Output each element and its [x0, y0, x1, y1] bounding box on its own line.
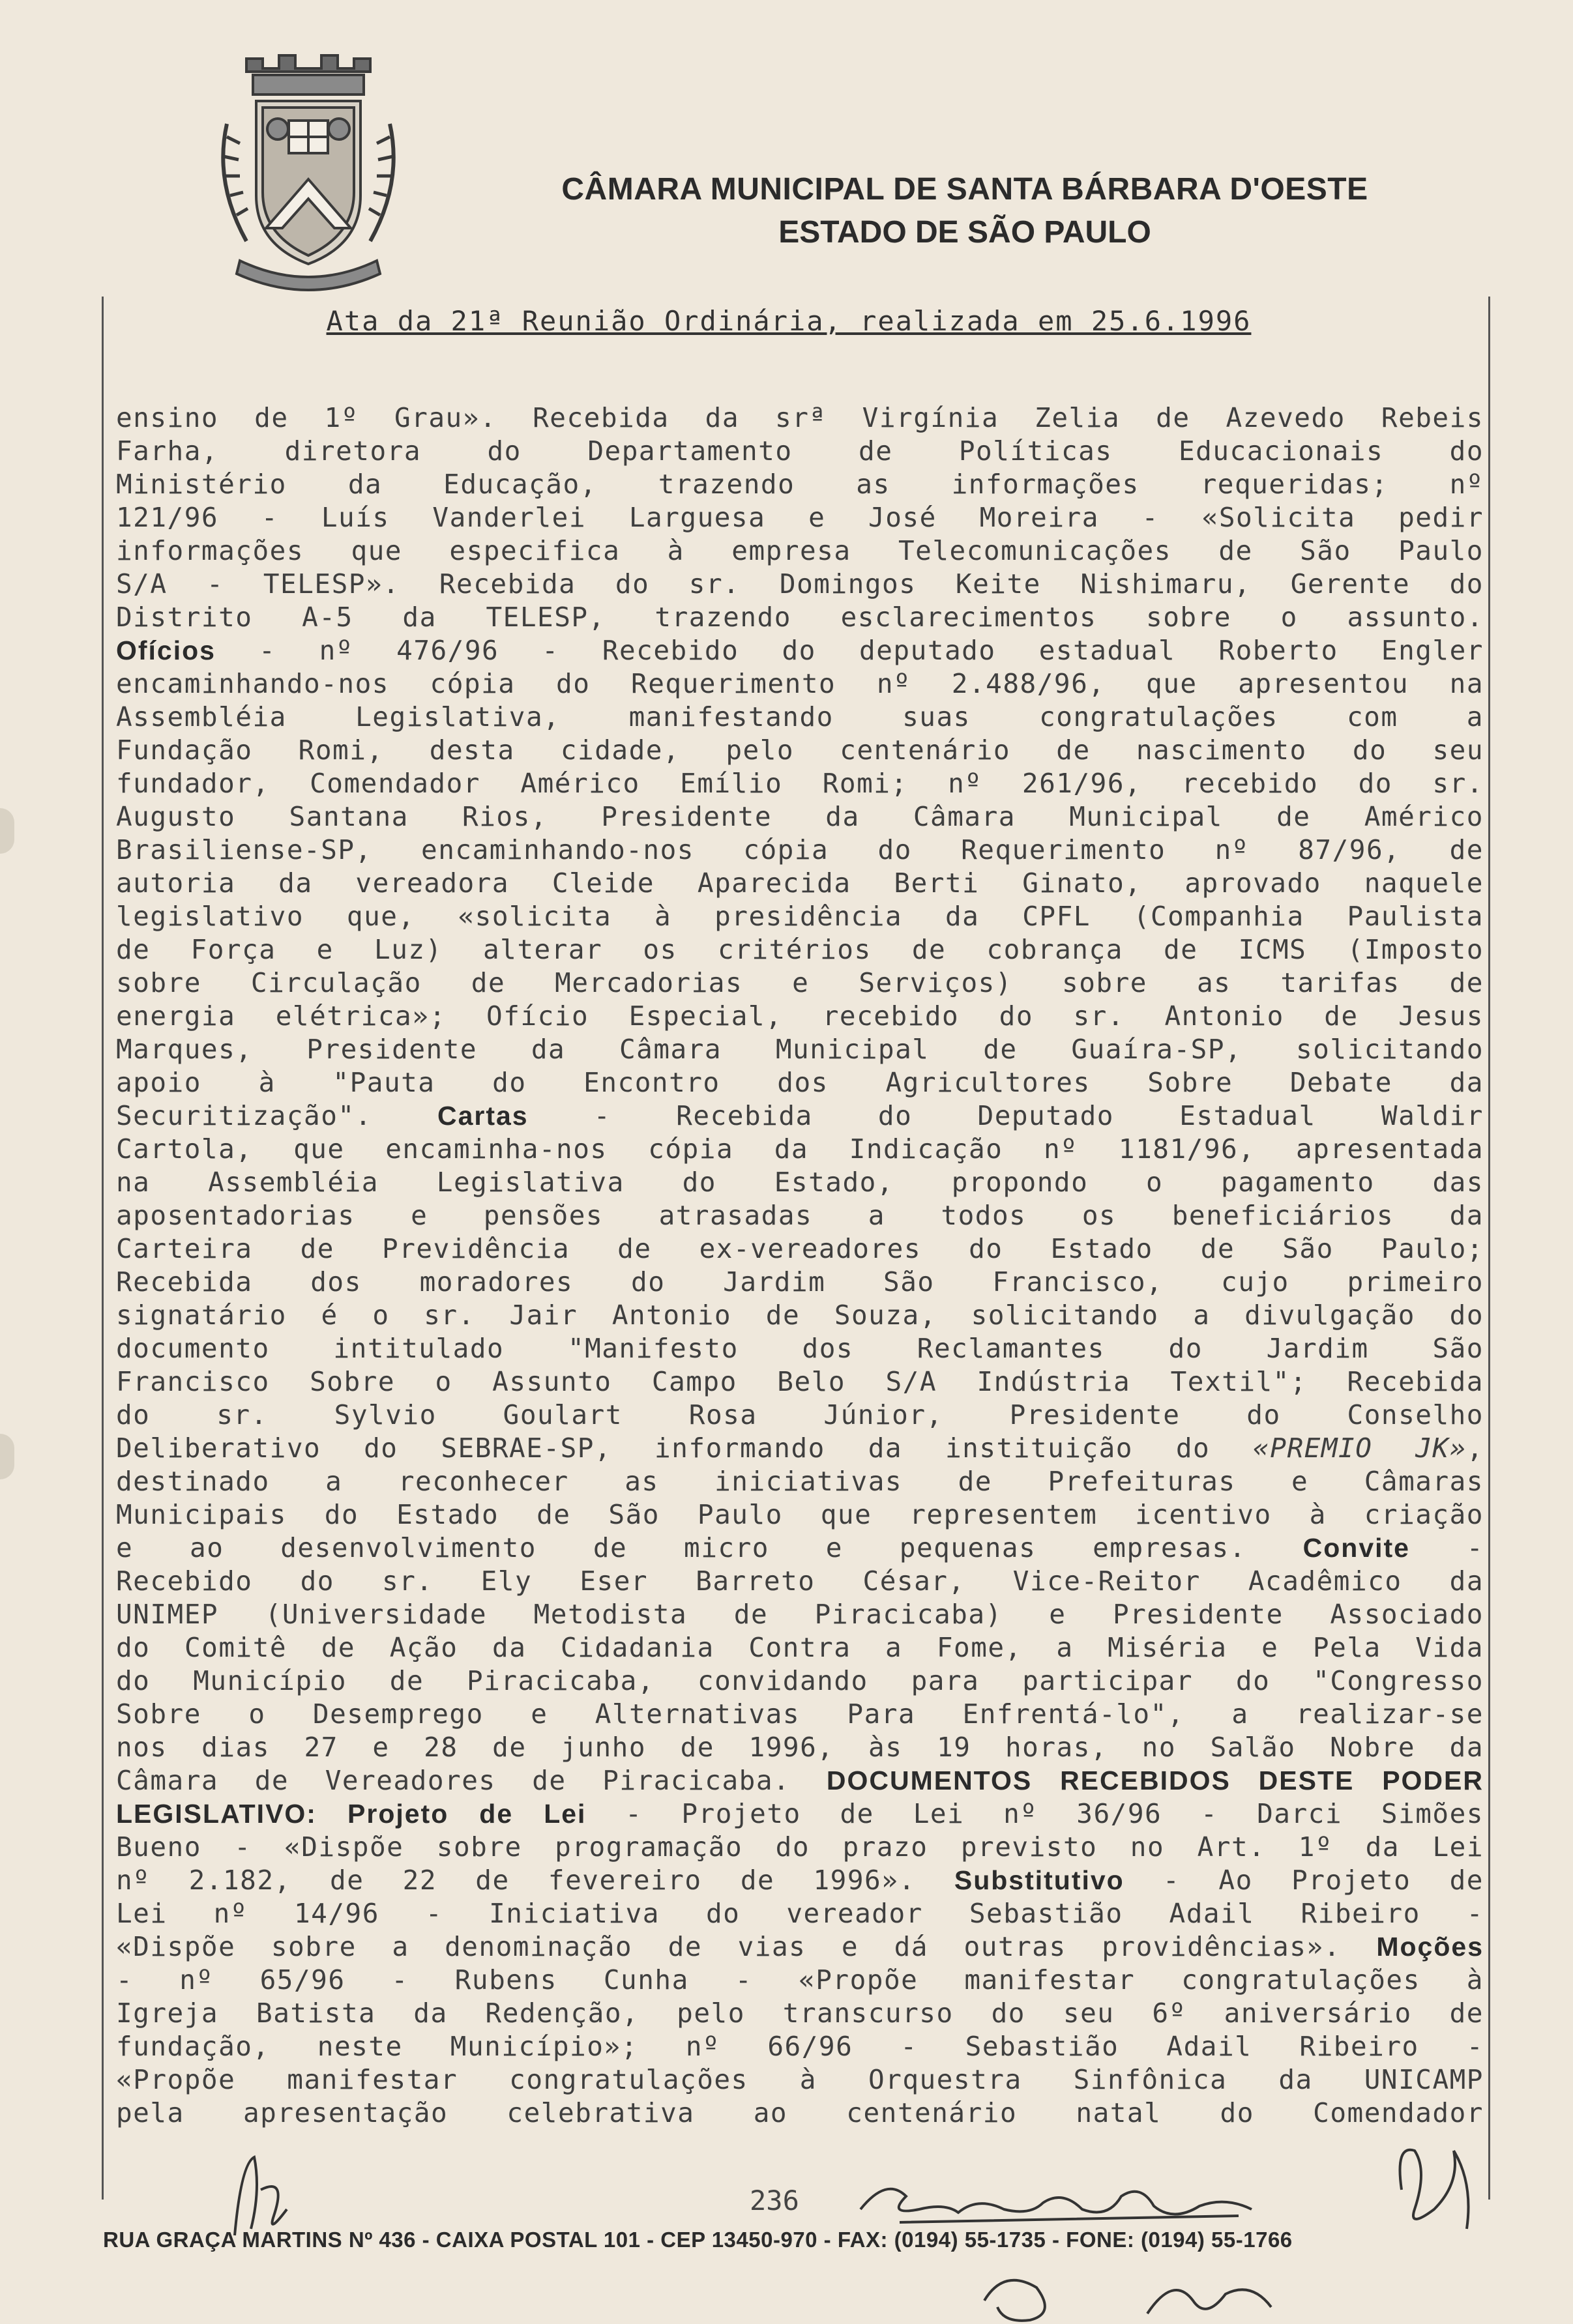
- text-line: [116, 800, 1484, 834]
- text-run: e ao desenvolvimento de micro e pequenas empresas.: [116, 1532, 1303, 1563]
- section-heading: Substitutivo: [954, 1865, 1125, 1895]
- footer-address: RUA GRAÇA MARTINS Nº 436 - CAIXA POSTAL 101 - CEP 13450-970 - FAX: (0194) 55-1735 - FONE: (0194) 55-1766: [103, 2228, 1293, 2252]
- text-run: Securitização".: [116, 1100, 437, 1131]
- section-heading: Ofícios: [116, 635, 216, 665]
- text-line: [116, 734, 1484, 767]
- section-heading: DOCUMENTOS RECEBIDOS DESTE PODER: [826, 1765, 1484, 1795]
- text-line: [116, 1266, 1484, 1299]
- text-run: Sobre o Desemprego e Alternativas Para Enfrentá-lo", a realizar-se: [116, 1698, 1484, 1730]
- text-run: Brasiliense-SP, encaminhando-nos cópia do Requerimento nº 87/96, de: [116, 834, 1484, 865]
- text-line: [116, 1565, 1484, 1598]
- text-line: [116, 534, 1484, 568]
- text-line: [116, 435, 1484, 468]
- text-run: apoio à "Pauta do Encontro dos Agricultores Sobre Debate da: [116, 1067, 1484, 1098]
- punch-hole: [0, 808, 14, 854]
- text-line: [116, 1797, 1484, 1831]
- text-line: [116, 1698, 1484, 1731]
- text-line: [116, 767, 1484, 800]
- text-line: [116, 1930, 1484, 1964]
- text-run: Municipais do Estado de São Paulo que representem icentivo à criação: [116, 1499, 1484, 1530]
- text-run: Ministério da Educação, trazendo as informações requeridas; nº: [116, 469, 1484, 500]
- text-line: [116, 1897, 1484, 1930]
- text-run: S/A - TELESP». Recebida do sr. Domingos Keite Nishimaru, Gerente do: [116, 568, 1484, 600]
- text-run: «Propõe manifestar congratulações à Orquestra Sinfônica da UNICAMP: [116, 2064, 1484, 2095]
- text-run: Deliberativo do SEBRAE-SP, informando da instituição do: [116, 1432, 1254, 1464]
- text-run: Igreja Batista da Redenção, pelo transcurso do seu 6º aniversário de: [116, 1997, 1484, 2029]
- text-line: [116, 1432, 1484, 1465]
- text-run: ,: [1466, 1432, 1484, 1464]
- text-line: [116, 1332, 1484, 1365]
- text-line: [116, 1731, 1484, 1764]
- text-run: - nº 65/96 - Rubens Cunha - «Propõe manifestar congratulações à: [116, 1964, 1484, 1996]
- section-heading: LEGISLATIVO: Projeto de Lei: [116, 1799, 587, 1829]
- text-line: [116, 1997, 1484, 2030]
- text-run: Distrito A-5 da TELESP, trazendo esclarecimentos sobre o assunto.: [116, 602, 1484, 633]
- text-run: Assembléia Legislativa, manifestando suas congratulações com a: [116, 701, 1484, 733]
- text-line: [116, 1764, 1484, 1797]
- text-run: aposentadorias e pensões atrasadas a todos os beneficiários da: [116, 1200, 1484, 1231]
- text-run: do sr. Sylvio Goulart Rosa Júnior, Presidente do Conselho: [116, 1399, 1484, 1431]
- text-run: Marques, Presidente da Câmara Municipal de Guaíra-SP, solicitando: [116, 1034, 1484, 1065]
- text-run: Carteira de Previdência de ex-vereadores do Estado de São Paulo;: [116, 1233, 1484, 1264]
- text-line: [116, 1000, 1484, 1033]
- text-line: [116, 401, 1484, 435]
- text-run: UNIMEP (Universidade Metodista de Piracicaba) e Presidente Associado: [116, 1599, 1484, 1630]
- text-run: - Recebida do Deputado Estadual Waldir: [528, 1100, 1484, 1131]
- text-run: - nº 476/96 - Recebido do deputado estadual Roberto Engler: [215, 635, 1484, 666]
- text-line: [116, 501, 1484, 534]
- text-line: [116, 1232, 1484, 1266]
- text-run: encaminhando-nos cópia do Requerimento nº 2.488/96, que apresentou na: [116, 668, 1484, 699]
- institution-state: ESTADO DE SÃO PAULO: [778, 215, 1151, 250]
- text-line: [116, 667, 1484, 701]
- text-line: [116, 1831, 1484, 1864]
- text-line: [116, 1465, 1484, 1498]
- text-line: [116, 1099, 1484, 1133]
- text-run: destinado a reconhecer as iniciativas de Prefeituras e Câmaras: [116, 1466, 1484, 1497]
- text-line: [116, 933, 1484, 966]
- text-line: [116, 1133, 1484, 1166]
- text-run: Augusto Santana Rios, Presidente da Câmara Municipal de Américo: [116, 801, 1484, 832]
- text-line: [116, 1532, 1484, 1565]
- text-line: [116, 867, 1484, 900]
- text-line: [116, 1964, 1484, 1997]
- text-run: Recebido do sr. Ely Eser Barreto César, Vice-Reitor Acadêmico da: [116, 1565, 1484, 1597]
- text-run: autoria da vereadora Cleide Aparecida Berti Ginato, aprovado naquele: [116, 867, 1484, 899]
- text-run: de Força e Luz) alterar os critérios de cobrança de ICMS (Imposto: [116, 934, 1484, 965]
- text-line: [116, 1066, 1484, 1099]
- text-run: documento intitulado "Manifesto dos Reclamantes do Jardim São: [116, 1333, 1484, 1364]
- rubric-signature: [1389, 2131, 1486, 2235]
- text-run: ensino de 1º Grau». Recebida da srª Virgínia Zelia de Azevedo Rebeis: [116, 402, 1484, 433]
- punch-hole: [0, 1434, 14, 1479]
- text-run: energia elétrica»; Ofício Especial, recebido do sr. Antonio de Jesus: [116, 1000, 1484, 1032]
- text-run: - Ao Projeto de: [1124, 1865, 1484, 1896]
- text-line: [116, 1498, 1484, 1532]
- text-line: [116, 2063, 1484, 2097]
- section-heading: Convite: [1302, 1533, 1410, 1563]
- handwritten-signature: [847, 2170, 1278, 2229]
- text-line: [116, 1631, 1484, 1664]
- text-line: [116, 701, 1484, 734]
- text-run: pela apresentação celebrativa ao centenário natal do Comendador: [116, 2097, 1484, 2128]
- text-line: [116, 966, 1484, 1000]
- text-run: Lei nº 14/96 - Iniciativa do vereador Sebastião Adail Ribeiro -: [116, 1898, 1484, 1929]
- text-run: sobre Circulação de Mercadorias e Serviços) sobre as tarifas de: [116, 967, 1484, 998]
- italic-text: «PREMIO JK»: [1253, 1432, 1467, 1464]
- document-title: Ata da 21ª Reunião Ordinária, realizada em 25.6.1996: [326, 305, 1252, 337]
- text-run: informações que especifica à empresa Telecomunicações de São Paulo: [116, 535, 1484, 566]
- text-run: nº 2.182, de 22 de fevereiro de 1996».: [116, 1865, 954, 1896]
- text-line: [116, 2030, 1484, 2063]
- text-line: [116, 834, 1484, 867]
- text-line: [116, 634, 1484, 667]
- text-run: - Projeto de Lei nº 36/96 - Darci Simões: [586, 1798, 1484, 1829]
- text-run: do Município de Piracicaba, convidando para participar do "Congresso: [116, 1665, 1484, 1696]
- text-line: [116, 1299, 1484, 1332]
- institution-name: CÂMARA MUNICIPAL DE SANTA BÁRBARA D'OESTE: [561, 172, 1368, 207]
- text-run: Fundação Romi, desta cidade, pelo centenário de nascimento do seu: [116, 734, 1484, 766]
- text-line: [116, 1199, 1484, 1232]
- text-run: legislativo que, «solicita à presidência da CPFL (Companhia Paulista: [116, 901, 1484, 932]
- text-line: [116, 601, 1484, 634]
- text-line: [116, 1664, 1484, 1698]
- text-run: Recebida dos moradores do Jardim São Francisco, cujo primeiro: [116, 1266, 1484, 1298]
- text-run: Bueno - «Dispõe sobre programação do prazo previsto no Art. 1º da Lei: [116, 1831, 1484, 1863]
- text-run: na Assembléia Legislativa do Estado, propondo o pagamento das: [116, 1167, 1484, 1198]
- text-line: [116, 900, 1484, 933]
- minutes-body: [116, 401, 1484, 2130]
- text-run: fundador, Comendador Américo Emílio Romi; nº 261/96, recebido do sr.: [116, 768, 1484, 799]
- page-number: 236: [750, 2185, 799, 2216]
- text-line: [116, 2097, 1484, 2130]
- institution-heading: [404, 168, 1525, 254]
- text-line: [116, 1864, 1484, 1897]
- text-line: [116, 1399, 1484, 1432]
- section-heading: Cartas: [437, 1101, 529, 1131]
- text-run: Farha, diretora do Departamento de Políticas Educacionais do: [116, 435, 1484, 467]
- text-run: fundação, neste Município»; nº 66/96 - Sebastião Adail Ribeiro -: [116, 2031, 1484, 2062]
- text-run: do Comitê de Ação da Cidadania Contra a Fome, a Miséria e Pela Vida: [116, 1632, 1484, 1663]
- text-line: [116, 568, 1484, 601]
- coat-of-arms-icon: [201, 46, 416, 297]
- text-run: Francisco Sobre o Assunto Campo Belo S/A Indústria Textil"; Recebida: [116, 1366, 1484, 1397]
- text-run: -: [1409, 1532, 1484, 1563]
- text-line: [116, 468, 1484, 501]
- text-run: nos dias 27 e 28 de junho de 1996, às 19 horas, no Salão Nobre da: [116, 1732, 1484, 1763]
- text-line: [116, 1033, 1484, 1066]
- text-run: signatário é o sr. Jair Antonio de Souza, solicitando a divulgação do: [116, 1300, 1484, 1331]
- text-run: 121/96 - Luís Vanderlei Larguesa e José Moreira - «Solicita pedir: [116, 502, 1484, 533]
- text-line: [116, 1365, 1484, 1399]
- bottom-signatures: [978, 2261, 1304, 2324]
- text-run: «Dispõe sobre a denominação de vias e dá outras providências».: [116, 1931, 1377, 1962]
- section-heading: Moções: [1376, 1932, 1484, 1962]
- text-line: [116, 1598, 1484, 1631]
- text-run: Cartola, que encaminha-nos cópia da Indicação nº 1181/96, apresentada: [116, 1133, 1484, 1165]
- text-line: [116, 1166, 1484, 1199]
- text-run: Câmara de Vereadores de Piracicaba.: [116, 1765, 827, 1796]
